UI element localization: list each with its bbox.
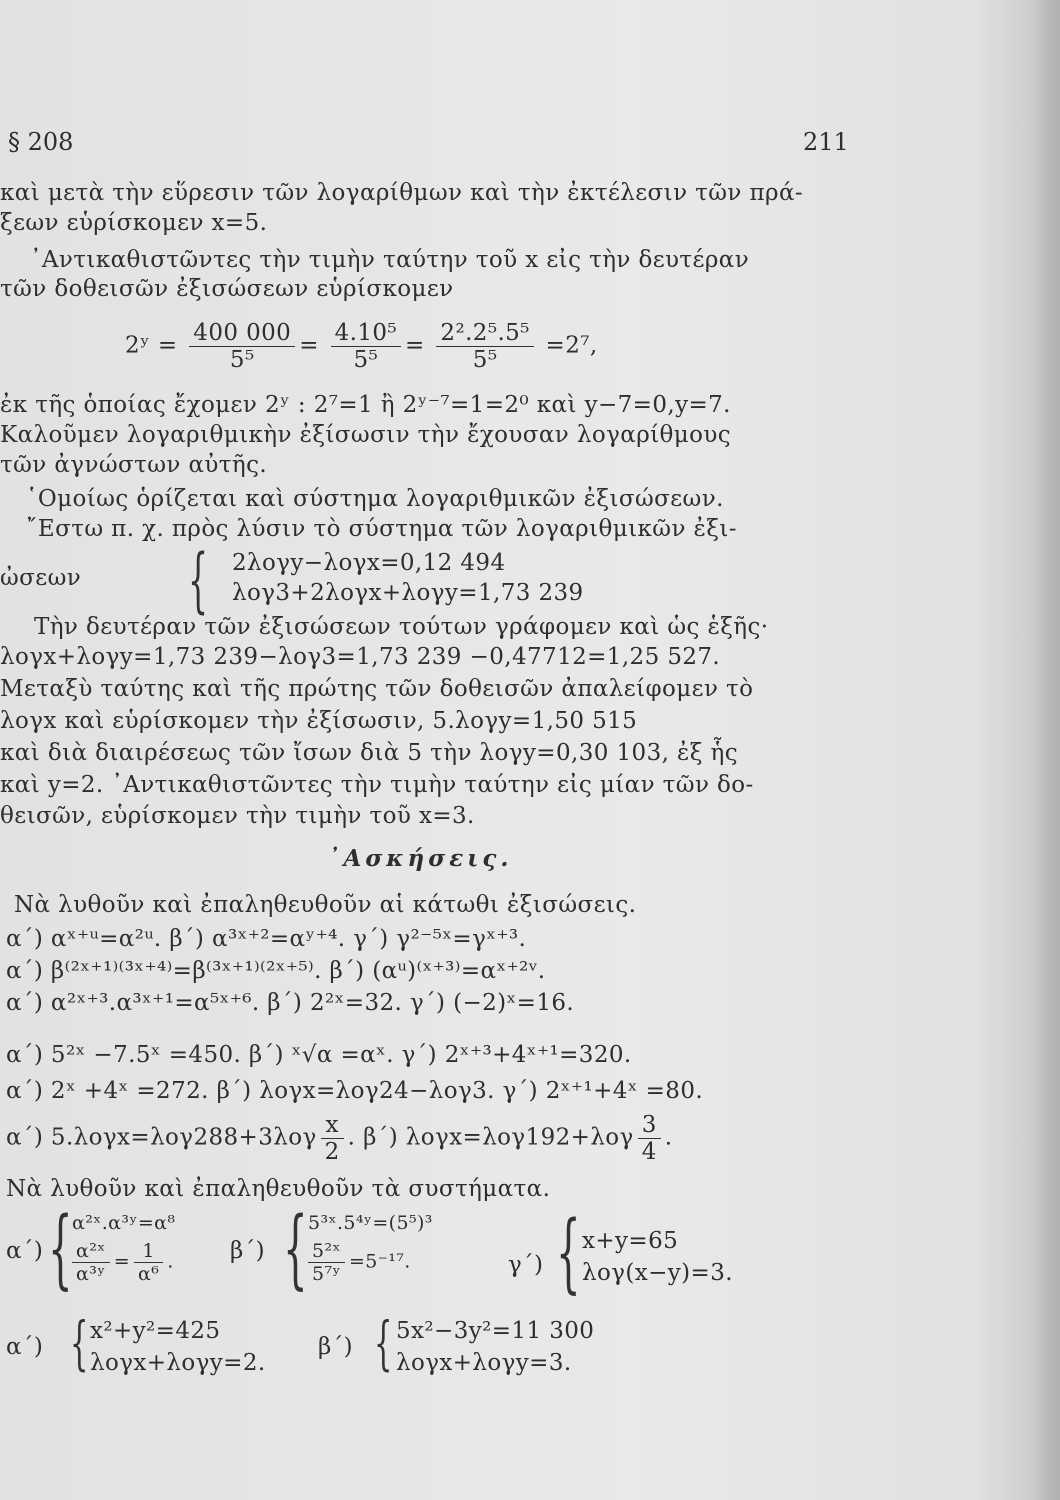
exercise-instructions: Νὰ λυθοῦν καὶ ἐπαληθευθοῦν αἱ κάτωθι ἐξισώσεις. — [14, 892, 637, 918]
numerator: 4.10⁵ — [331, 320, 401, 347]
exercise-row: α΄) β⁽²ˣ⁺¹⁾⁽³ˣ⁺⁴⁾=β⁽³ˣ⁺¹⁾⁽²ˣ⁺⁵⁾. β΄) (αᵘ)⁽ˣ⁺³⁾=αˣ⁺²ᵛ. — [6, 958, 546, 984]
equation-rhs: =5⁻¹⁷. — [348, 1250, 411, 1273]
exercise-row: α΄) α²ˣ⁺³.α³ˣ⁺¹=α⁵ˣ⁺⁶. β΄) 2²ˣ=32. γ΄) (−2)ˣ=16. — [6, 990, 575, 1016]
fraction — [308, 1240, 345, 1285]
left-brace: { — [556, 1203, 581, 1303]
systems-instructions: Νὰ λυθοῦν καὶ ἐπαληθευθοῦν τὰ συστήματα. — [6, 1176, 551, 1202]
left-brace: { — [48, 1199, 73, 1299]
exercise-row-fractions — [6, 1112, 672, 1165]
system-equation-1: 2λογy−λογx=0,12 494 — [232, 550, 506, 576]
denominator: 5⁵ — [229, 347, 255, 373]
equation-2y: 2ʸ = $\frac{400 000}{\text{5⁵}}$ = $\frac{\text{4.10⁵}}{\text{5⁵}}$ = $\frac{\text{2².2⁵.5⁵}}{\text{5⁵}}$ =2⁷, — [125, 320, 598, 373]
system-c-eq1: x+y=65 — [582, 1228, 679, 1254]
system-c-label: γ΄) — [508, 1252, 544, 1278]
exercise-text: . — [664, 1124, 673, 1151]
text-line: λογx καὶ εὑρίσκομεν τὴν ἐξίσωσιν, 5.λογy=1,50 515 — [0, 708, 638, 734]
system-equation-2: λογ3+2λογx+λογy=1,73 239 — [232, 580, 584, 606]
system-d-label: α΄) — [6, 1334, 44, 1360]
fraction — [436, 320, 533, 373]
left-brace: { — [188, 539, 209, 621]
system-c-eq2: λογ(x−y)=3. — [582, 1260, 733, 1286]
exercise-text: α΄) 5.λογx=λογ288+3λογ — [6, 1124, 317, 1151]
system-a-eq2 — [68, 1240, 174, 1285]
numerator: 1 — [134, 1240, 163, 1263]
left-brace: { — [70, 1309, 89, 1377]
fraction — [331, 320, 401, 373]
fraction — [189, 320, 295, 373]
numerator: 3 — [638, 1112, 661, 1139]
exercise-row: α΄) 5²ˣ −7.5ˣ =450. β΄) ˣ√α =αˣ. γ΄) 2ˣ⁺³+4ˣ⁺¹=320. — [6, 1042, 632, 1068]
system-b-label: β΄) — [230, 1238, 265, 1264]
text-line: Μεταξὺ ταύτης καὶ τῆς πρώτης τῶν δοθεισῶν ἀπαλείφομεν τὸ — [0, 676, 754, 702]
eq-lhs: 2ʸ = — [125, 332, 178, 359]
system-b-eq2 — [304, 1240, 411, 1285]
system-a-eq1: α²ˣ.α³ʸ=α⁸ — [72, 1212, 176, 1234]
denominator: α³ʸ — [76, 1263, 106, 1285]
text-line: λογx+λογy=1,73 239−λογ3=1,73 239 −0,47712=1,25 527. — [0, 644, 721, 670]
denominator: 4 — [641, 1139, 657, 1165]
text-line: τῶν δοθεισῶν ἐξισώσεων εὑρίσκομεν — [0, 276, 454, 302]
system-e-label: β΄) — [318, 1334, 353, 1360]
exercise-row: α΄) αˣ⁺ᵘ=α²ᵘ. β΄) α³ˣ⁺²=αʸ⁺⁴. γ΄) γ²⁻⁵ˣ=γˣ⁺³. — [6, 926, 527, 952]
eq-rhs: =2⁷, — [545, 332, 598, 359]
left-brace: { — [374, 1309, 393, 1377]
text-line: καὶ y=2. ᾿Αντικαθιστῶντες τὴν τιμὴν ταύτην εἰς μίαν τῶν δο- — [0, 772, 754, 798]
system-e-eq1: 5x²−3y²=11 300 — [396, 1318, 595, 1344]
numerator: 400 000 — [189, 320, 295, 347]
text-line: ξεων εὑρίσκομεν x=5. — [0, 210, 268, 236]
system-label: ὠσεων — [0, 565, 82, 591]
section-reference: § 208 — [8, 128, 74, 156]
text-line: καὶ διὰ διαιρέσεως τῶν ἴσων διὰ 5 τὴν λογy=0,30 103, ἐξ ἧς — [0, 740, 739, 766]
numerator: 5²ˣ — [308, 1240, 345, 1263]
page-edge-shadow — [1032, 0, 1060, 1500]
equals: = — [113, 1250, 131, 1273]
system-e-eq2: λογx+λογy=3. — [396, 1350, 572, 1376]
fraction — [134, 1240, 163, 1285]
text-line: θεισῶν, εὑρίσκομεν τὴν τιμὴν τοῦ x=3. — [0, 803, 475, 829]
numerator: x — [321, 1112, 344, 1139]
system-d-eq1: x²+y²=425 — [90, 1318, 221, 1344]
fraction — [638, 1112, 661, 1165]
numerator: 2².2⁵.5⁵ — [436, 320, 533, 347]
text-line: ἐκ τῆς ὁποίας ἔχομεν 2ʸ : 2⁷=1 ἢ 2ʸ⁻⁷=1=2⁰ καὶ y−7=0,y=7. — [0, 392, 731, 418]
text-line: ᾿Αντικαθιστῶντες τὴν τιμὴν ταύτην τοῦ x εἰς τὴν δευτέραν — [30, 247, 750, 273]
period: . — [167, 1250, 174, 1273]
system-b-eq1: 5³ˣ.5⁴ʸ=(5⁵)³ — [308, 1212, 433, 1234]
exercises-heading: ᾿Ασκήσεις. — [328, 845, 513, 872]
text-line: καὶ μετὰ τὴν εὕρεσιν τῶν λογαρίθμων καὶ τὴν ἐκτέλεσιν τῶν πρά- — [0, 180, 804, 206]
denominator: 5⁵ — [472, 347, 498, 373]
text-line-definition: Καλοῦμεν λογαριθμικὴν ἐξίσωσιν τὴν ἔχουσαν λογαρίθμους — [0, 422, 732, 448]
fraction — [72, 1240, 110, 1285]
page-number: 211 — [803, 128, 849, 156]
fraction — [321, 1112, 344, 1165]
denominator: 5⁷ʸ — [312, 1263, 341, 1285]
exercise-text: . β΄) λογx=λογ192+λογ — [347, 1124, 634, 1151]
text-line: ῾Ομοίως ὁρίζεται καὶ σύστημα λογαριθμικῶν ἐξισώσεων. — [26, 486, 724, 512]
denominator: α⁶ — [138, 1263, 160, 1285]
system-a-label: α΄) — [6, 1238, 44, 1264]
text-line: τῶν ἀγνώστων αὐτῆς. — [0, 452, 268, 478]
text-line: ῎Εστω π. χ. πρὸς λύσιν τὸ σύστημα τῶν λογαριθμικῶν ἐξι- — [26, 516, 737, 542]
exercise-row: α΄) 2ˣ +4ˣ =272. β΄) λογx=λογ24−λογ3. γ΄) 2ˣ⁺¹+4ˣ =80. — [6, 1078, 704, 1104]
numerator: α²ˣ — [72, 1240, 110, 1263]
denominator: 2 — [324, 1139, 340, 1165]
left-brace: { — [283, 1199, 308, 1299]
denominator: 5⁵ — [353, 347, 379, 373]
text-line: Τὴν δευτέραν τῶν ἐξισώσεων τούτων γράφομεν καὶ ὡς ἑξῆς· — [34, 614, 769, 640]
system-d-eq2: λογx+λογy=2. — [90, 1350, 266, 1376]
